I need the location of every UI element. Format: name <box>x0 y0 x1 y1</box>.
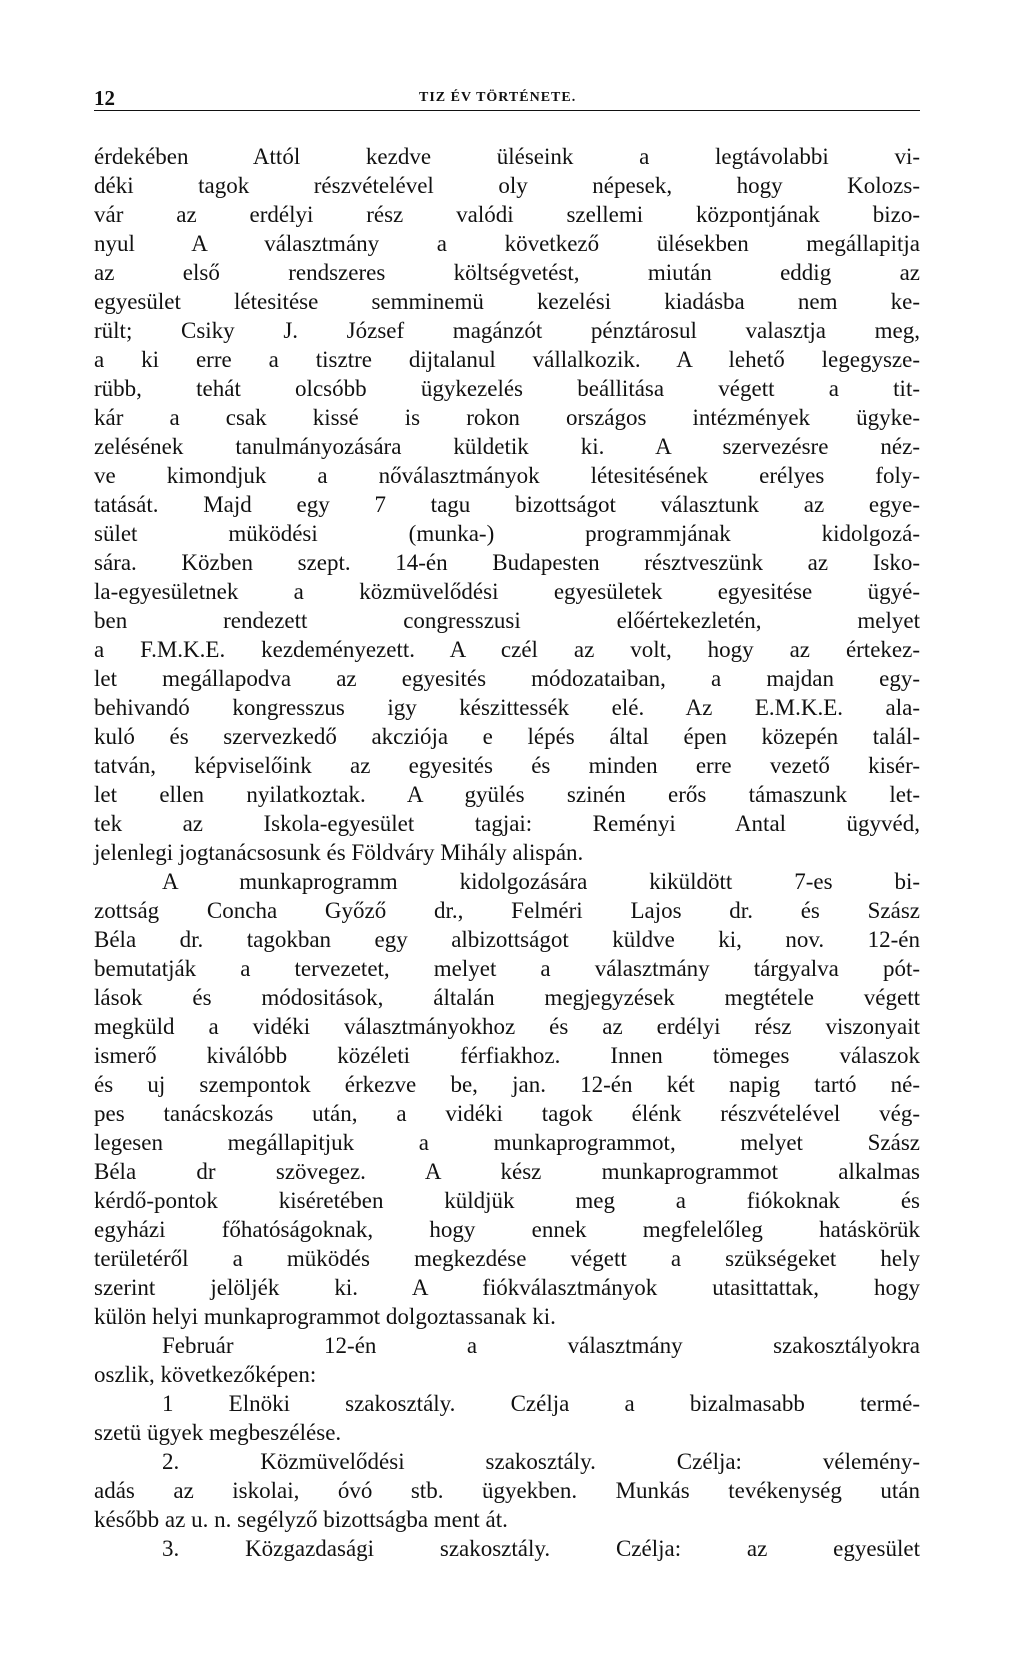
text-line: oszlik, következőképen: <box>94 1362 317 1387</box>
text-line: behivandó kongresszus igy készittessék elé. Az E.M.K.E. ala- <box>94 695 920 720</box>
text-line: 2. Közmüvelődési szakosztály. Czélja: vélemény- <box>162 1449 920 1474</box>
text-line: kérdő-pontok kiséretében küldjük meg a fiókoknak és <box>94 1188 920 1213</box>
text-line: déki tagok részvételével oly népesek, hogy Kolozs- <box>94 173 920 198</box>
text-line: tatván, képviselőink az egyesités és minden erre vezető kisér- <box>94 753 920 778</box>
text-line: rült; Csiky J. József magánzót pénztárosul valasztja meg, <box>94 318 920 343</box>
text-line: tatását. Majd egy 7 tagu bizottságot választunk az egye- <box>94 492 920 517</box>
page-header <box>94 86 920 111</box>
text-line: pes tanácskozás után, a vidéki tagok élénk részvételével vég- <box>94 1101 920 1126</box>
text-line: adás az iskolai, óvó stb. ügyekben. Munkás tevékenység után <box>94 1478 920 1503</box>
text-line: egyesület létesitése semminemü kezelési kiadásba nem ke- <box>94 289 920 314</box>
text-line: külön helyi munkaprogrammot dolgoztassanak ki. <box>94 1304 556 1329</box>
text-line: 1 Elnöki szakosztály. Czélja a bizalmasabb termé- <box>162 1391 920 1416</box>
text-line: Béla dr. tagokban egy albizottságot küldve ki, nov. 12-én <box>94 927 920 952</box>
text-line: bemutatják a tervezetet, melyet a választmány tárgyalva pót- <box>94 956 920 981</box>
text-line: ismerő kiválóbb közéleti férfiakhoz. Innen tömeges válaszok <box>94 1043 920 1068</box>
text-line: érdekében Attól kezdve üléseink a legtávolabbi vi- <box>94 144 920 169</box>
text-line: tek az Iskola-egyesület tagjai: Reményi Antal ügyvéd, <box>94 811 920 836</box>
running-title: TIZ ÉV TÖRTÉNETE. <box>419 90 577 105</box>
text-line: Béla dr szövegez. A kész munkaprogrammot alkalmas <box>94 1159 920 1184</box>
text-line: egyházi főhatóságoknak, hogy ennek megfelelőleg hatáskörük <box>94 1217 920 1242</box>
text-line: nyul A választmány a következő ülésekben megállapitja <box>94 231 920 256</box>
text-line: kuló és szervezkedő akcziója e lépés által épen közepén talál- <box>94 724 920 749</box>
text-line: szerint jelöljék ki. A fiókválasztmányok utasittattak, hogy <box>94 1275 920 1300</box>
text-line: sára. Közben szept. 14-én Budapesten résztveszünk az Isko- <box>94 550 920 575</box>
text-line: területéről a müködés megkezdése végett a szükségeket hely <box>94 1246 920 1271</box>
body-text <box>94 142 920 1563</box>
text-line: legesen megállapitjuk a munkaprogrammot, melyet Szász <box>94 1130 920 1155</box>
text-line: megküld a vidéki választmányokhoz és az erdélyi rész viszonyait <box>94 1014 920 1039</box>
text-line: sület müködési (munka-) programmjának kidolgozá- <box>94 521 920 546</box>
text-line: zottság Concha Győző dr., Felméri Lajos dr. és Szász <box>94 898 920 923</box>
text-line: ben rendezett congresszusi előértekezletén, melyet <box>94 608 920 633</box>
page-number: 12 <box>94 86 115 110</box>
text-line: vár az erdélyi rész valódi szellemi központjának bizo- <box>94 202 920 227</box>
text-line: ve kimondjuk a nőválasztmányok létesitésének erélyes foly- <box>94 463 920 488</box>
text-line: la-egyesületnek a közmüvelődési egyesületek egyesitése ügyé- <box>94 579 920 604</box>
text-line: rübb, tehát olcsóbb ügykezelés beállitása végett a tit- <box>94 376 920 401</box>
text-line: let ellen nyilatkoztak. A gyülés szinén erős támaszunk let- <box>94 782 920 807</box>
text-line: a F.M.K.E. kezdeményezett. A czél az volt, hogy az értekez- <box>94 637 920 662</box>
text-line: szetü ügyek megbeszélése. <box>94 1420 342 1445</box>
text-line: 3. Közgazdasági szakosztály. Czélja: az egyesület <box>162 1536 920 1561</box>
text-line: később az u. n. segélyző bizottságba ment át. <box>94 1507 508 1532</box>
text-line: Február 12-én a választmány szakosztályokra <box>162 1333 920 1358</box>
text-line: lások és módositások, általán megjegyzések megtétele végett <box>94 985 920 1010</box>
text-line: a ki erre a tisztre dijtalanul vállalkozik. A lehető legegysze- <box>94 347 920 372</box>
text-line: az első rendszeres költségvetést, miután eddig az <box>94 260 920 285</box>
text-line: és uj szempontok érkezve be, jan. 12-én két napig tartó né- <box>94 1072 920 1097</box>
text-line: kár a csak kissé is rokon országos intézmények ügyke- <box>94 405 920 430</box>
text-line: zelésének tanulmányozására küldetik ki. A szervezésre néz- <box>94 434 920 459</box>
text-line: A munkaprogramm kidolgozására kiküldött 7-es bi- <box>162 869 920 894</box>
text-line: let megállapodva az egyesités módozataiban, a majdan egy- <box>94 666 920 691</box>
text-line: jelenlegi jogtanácsosunk és Földváry Mihály alispán. <box>94 840 584 865</box>
